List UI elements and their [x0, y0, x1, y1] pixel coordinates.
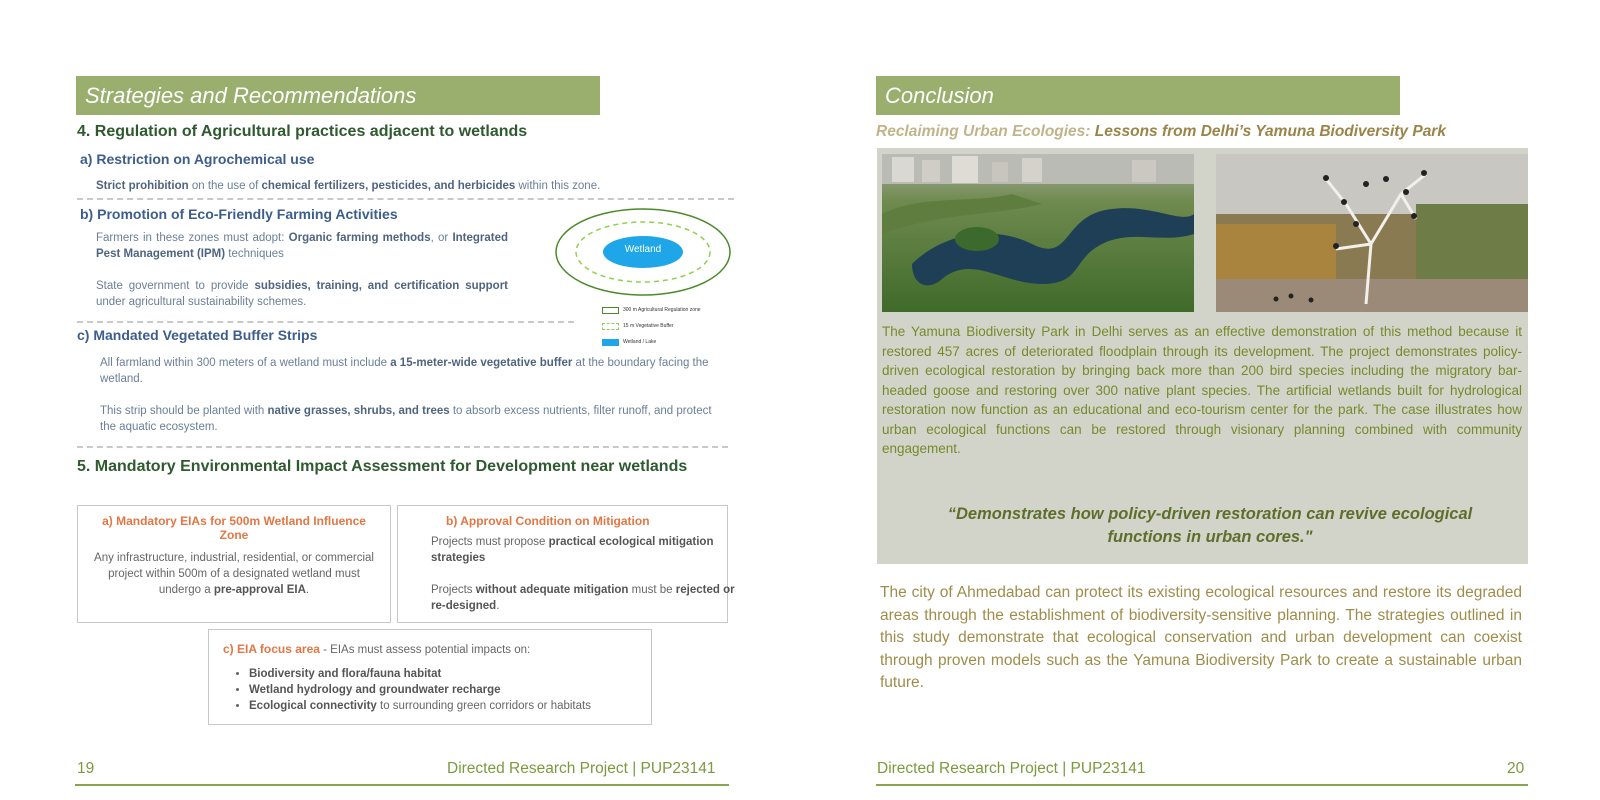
legend-label-zone: 300 m Agricultural Regulation zone: [623, 307, 701, 313]
footer-project: Directed Research Project | PUP23141: [447, 760, 716, 777]
footer-rule: [75, 784, 729, 786]
eia-box-b-text-1: Projects must propose practical ecological mitigation strategies: [431, 536, 714, 564]
subsection-b-heading: b) Promotion of Eco-Friendly Farming Activities: [80, 206, 398, 222]
eia-box-c-title: c) EIA focus area: [223, 642, 320, 656]
divider: [77, 198, 734, 200]
divider: [77, 446, 728, 448]
subsection-a-heading: a) Restriction on Agrochemical use: [80, 151, 315, 167]
eia-box-a-text: Any infrastructure, industrial, residential, or commercial project within 500m of a designated wetland must undergo a pre-approval EIA.: [94, 552, 374, 596]
legend-swatch-lake: [602, 339, 619, 346]
footer-rule: [876, 784, 1528, 786]
aerial-park-photo: [882, 154, 1194, 312]
bird-tree-image: [1216, 154, 1528, 312]
page-number: 19: [77, 760, 95, 777]
closing-paragraph: The city of Ahmedabad can protect its existing ecological resources and restore its degraded areas through the establishment of biodiversity-sensitive planning. The strategies outlined in this study demonstrate that ecological conservation and urban development can coexist through proven models such as the Yamuna Biodiversity Park to create a sustainable urban future.: [880, 584, 1522, 691]
eia-focus-list: [223, 666, 637, 714]
pull-quote: “Demonstrates how policy-driven restoration can revive ecological functions in urban cores.": [947, 505, 1473, 546]
section-5-title: 5. Mandatory Environmental Impact Assessment for Development near wetlands: [77, 458, 688, 475]
eia-box-c-header: [223, 642, 637, 658]
subsection-a-text: Strict prohibition on the use of chemical fertilizers, pesticides, and herbicides within this zone.: [96, 180, 601, 192]
section-4-title: 4. Regulation of Agricultural practices adjacent to wetlands: [77, 123, 528, 140]
subsection-b-text-2: State government to provide subsidies, training, and certification support under agricultural sustainability schemes.: [96, 280, 509, 308]
conclusion-subtitle: [876, 123, 1446, 141]
subsection-b-text-1: Farmers in these zones must adopt: Organic farming methods, or Integrated Pest Management (IPM) techniques: [96, 232, 509, 260]
list-item: • Wetland hydrology and groundwater recharge: [249, 682, 637, 698]
subsection-c-text-2: This strip should be planted with native grasses, shrubs, and trees to absorb excess nutrients, filter runoff, and protect the aquatic ecosystem.: [100, 405, 712, 433]
eia-box-a: [77, 505, 391, 623]
subsection-c-text-1: All farmland within 300 meters of a wetland must include a 15-meter-wide vegetative buffer at the boundary facing the wetland.: [100, 357, 709, 385]
list-item: • Biodiversity and flora/fauna habitat: [249, 666, 637, 682]
legend-swatch-buffer: [602, 323, 619, 330]
list-item: • Ecological connectivity to surrounding green corridors or habitats: [249, 698, 637, 714]
eia-box-a-title: a) Mandatory EIAs for 500m Wetland Influence Zone: [102, 514, 366, 542]
legend-item-lake: [602, 337, 656, 347]
legend-item-buffer: [602, 321, 674, 331]
bird-tree-photo: [1216, 154, 1528, 312]
wetland-label: Wetland: [624, 244, 662, 255]
footer-project: Directed Research Project | PUP23141: [877, 760, 1146, 777]
legend-item-zone: [602, 305, 701, 315]
eia-box-b: [397, 505, 735, 623]
yamuna-case-paragraph: The Yamuna Biodiversity Park in Delhi serves as an effective demonstration of this method because it restored 457 acres of deteriorated floodplain through its development. The project demonstrates policy-driven ecological restoration by bringing back more than 200 bird species including the migratory bar-headed goose and restoring over 300 native plant species. The artificial wetlands built for hydrological restoration now function as an educational and eco-tourism center for the park. The case illustrates how urban ecological functions can be restored through visionary planning combined with community engagement.: [882, 324, 1522, 456]
section-banner-conclusion: Conclusion: [876, 76, 1400, 115]
eia-box-c-intro: - EIAs must assess potential impacts on:: [319, 644, 531, 656]
legend-label-buffer: 15 m Vegetative Buffer: [623, 323, 674, 329]
page-number: 20: [1507, 760, 1525, 777]
eia-box-b-title: b) Approval Condition on Mitigation: [446, 514, 650, 528]
subtitle-lead: Reclaiming Urban Ecologies:: [876, 123, 1095, 140]
legend-swatch-zone: [602, 307, 619, 314]
eia-box-b-text-2: Projects without adequate mitigation must be rejected or re-designed.: [431, 584, 735, 612]
aerial-park-image: [882, 154, 1194, 312]
divider: [77, 321, 574, 323]
legend-label-lake: Wetland / Lake: [623, 339, 657, 345]
eia-box-c: [208, 629, 652, 725]
subsection-c-heading: c) Mandated Vegetated Buffer Strips: [77, 327, 318, 343]
subtitle-main: Lessons from Delhi’s Yamuna Biodiversity Park: [1094, 123, 1446, 140]
section-banner-strategies: Strategies and Recommendations: [76, 76, 600, 115]
